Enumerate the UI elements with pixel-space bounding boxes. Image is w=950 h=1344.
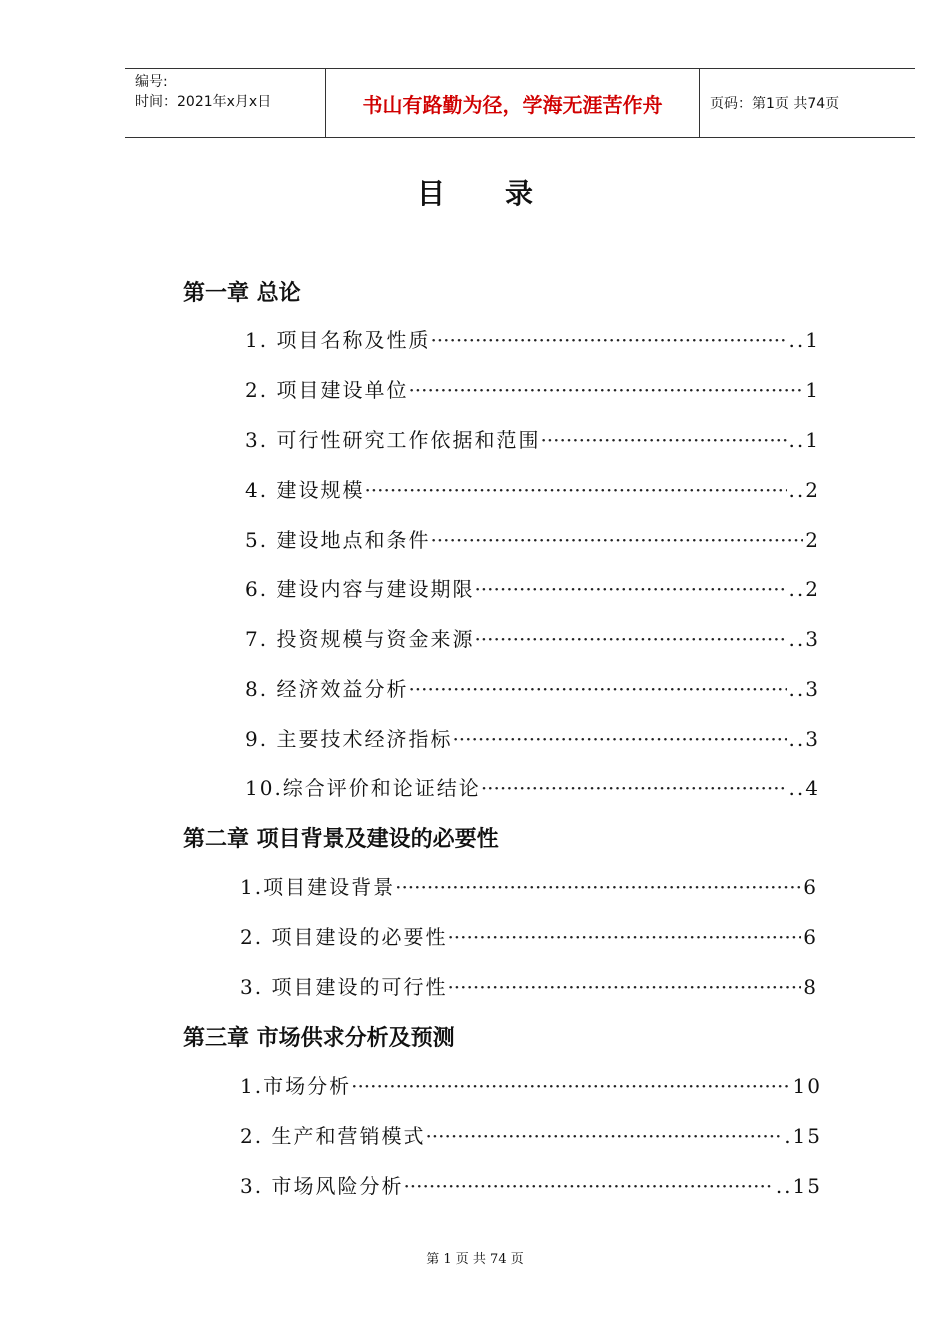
toc-entry[interactable] — [245, 424, 820, 454]
toc-entry[interactable] — [240, 1120, 822, 1150]
toc-entry[interactable] — [245, 723, 820, 753]
toc-entry-label: 2. 项目建设的必要性 — [240, 925, 448, 949]
dot-leader — [474, 577, 786, 601]
dot-leader — [481, 776, 787, 800]
toc-entry-label: 10.综合评价和论证结论 — [245, 776, 481, 800]
toc-entry-page: ..15 — [775, 1174, 822, 1198]
dot-leader — [452, 727, 786, 751]
toc-entry-page: 6 — [803, 925, 818, 949]
chapter-heading: 第二章 项目背景及建设的必要性 — [183, 827, 499, 852]
toc-entry-label: 3. 市场风险分析 — [240, 1174, 404, 1198]
toc-entry-page: ..2 — [788, 478, 820, 502]
toc-entry-page: 10 — [792, 1074, 822, 1098]
toc-entry-page: ..3 — [788, 677, 820, 701]
toc-title: 目录 — [416, 177, 593, 210]
toc-entry[interactable] — [245, 573, 820, 603]
toc-entry-page: ..2 — [788, 577, 820, 601]
toc-entry[interactable] — [240, 971, 818, 1001]
toc-entry-page: ..1 — [788, 428, 820, 452]
dot-leader — [447, 975, 801, 999]
toc-entry-label: 8. 经济效益分析 — [245, 677, 409, 701]
dot-leader — [408, 677, 786, 701]
toc-entry-label: 2. 项目建设单位 — [245, 378, 409, 402]
toc-entry[interactable] — [240, 1170, 822, 1200]
toc-entry[interactable] — [245, 324, 820, 354]
dot-leader — [364, 478, 786, 502]
toc-entry-page: ..3 — [788, 627, 820, 651]
dot-leader — [395, 875, 801, 899]
header-meta — [125, 69, 326, 137]
toc-entry-page: ..1 — [788, 328, 820, 352]
toc-entry-label: 3. 可行性研究工作依据和范围 — [245, 428, 541, 452]
dot-leader — [408, 378, 803, 402]
toc-entry-label: 1.市场分析 — [240, 1074, 352, 1098]
toc-entry-page: 8 — [803, 975, 818, 999]
toc-entry-label: 5. 建设地点和条件 — [245, 528, 431, 552]
header-motto: 书山有路勤为径，学海无涯苦作舟 — [326, 69, 700, 137]
time-label: 时间：2021年x月x日 — [135, 94, 272, 110]
toc-entry[interactable] — [240, 921, 818, 951]
page-footer: 第 1 页 共 74 页 — [426, 1252, 524, 1267]
chapter-heading: 第一章 总论 — [183, 281, 301, 306]
toc-entry[interactable] — [245, 474, 820, 504]
toc-entry[interactable] — [240, 1070, 822, 1100]
toc-entry-label: 6. 建设内容与建设期限 — [245, 577, 475, 601]
page-header — [125, 68, 915, 138]
toc-entry-page: 1 — [805, 378, 820, 402]
toc-entry-page: ..3 — [788, 727, 820, 751]
toc-entry-label: 1.项目建设背景 — [240, 875, 396, 899]
toc-entry-page: ..4 — [788, 776, 820, 800]
toc-entry[interactable] — [240, 871, 818, 901]
chapter-heading: 第三章 市场供求分析及预测 — [183, 1026, 455, 1051]
header-page-info: 页码：第1页 共74页 — [710, 96, 840, 112]
toc-entry-label: 4. 建设规模 — [245, 478, 365, 502]
serial-label: 编号: — [135, 74, 168, 90]
toc-entry-label: 9. 主要技术经济指标 — [245, 727, 453, 751]
dot-leader — [351, 1074, 790, 1098]
dot-leader — [474, 627, 786, 651]
toc-entry-label: 3. 项目建设的可行性 — [240, 975, 448, 999]
dot-leader — [447, 925, 801, 949]
toc-entry-page: .15 — [784, 1124, 822, 1148]
dot-leader — [425, 1124, 782, 1148]
toc-entry[interactable] — [245, 524, 820, 554]
toc-entry[interactable] — [245, 772, 820, 802]
toc-entry-label: 1. 项目名称及性质 — [245, 328, 431, 352]
toc-entry[interactable] — [245, 673, 820, 703]
dot-leader — [540, 428, 786, 452]
toc-entry-page: 6 — [803, 875, 818, 899]
toc-entry-label: 2. 生产和营销模式 — [240, 1124, 426, 1148]
dot-leader — [403, 1174, 773, 1198]
dot-leader — [430, 528, 803, 552]
toc-entry-page: 2 — [805, 528, 820, 552]
toc-entry[interactable] — [245, 623, 820, 653]
toc-entry[interactable] — [245, 374, 820, 404]
toc-entry-label: 7. 投资规模与资金来源 — [245, 627, 475, 651]
dot-leader — [430, 328, 786, 352]
